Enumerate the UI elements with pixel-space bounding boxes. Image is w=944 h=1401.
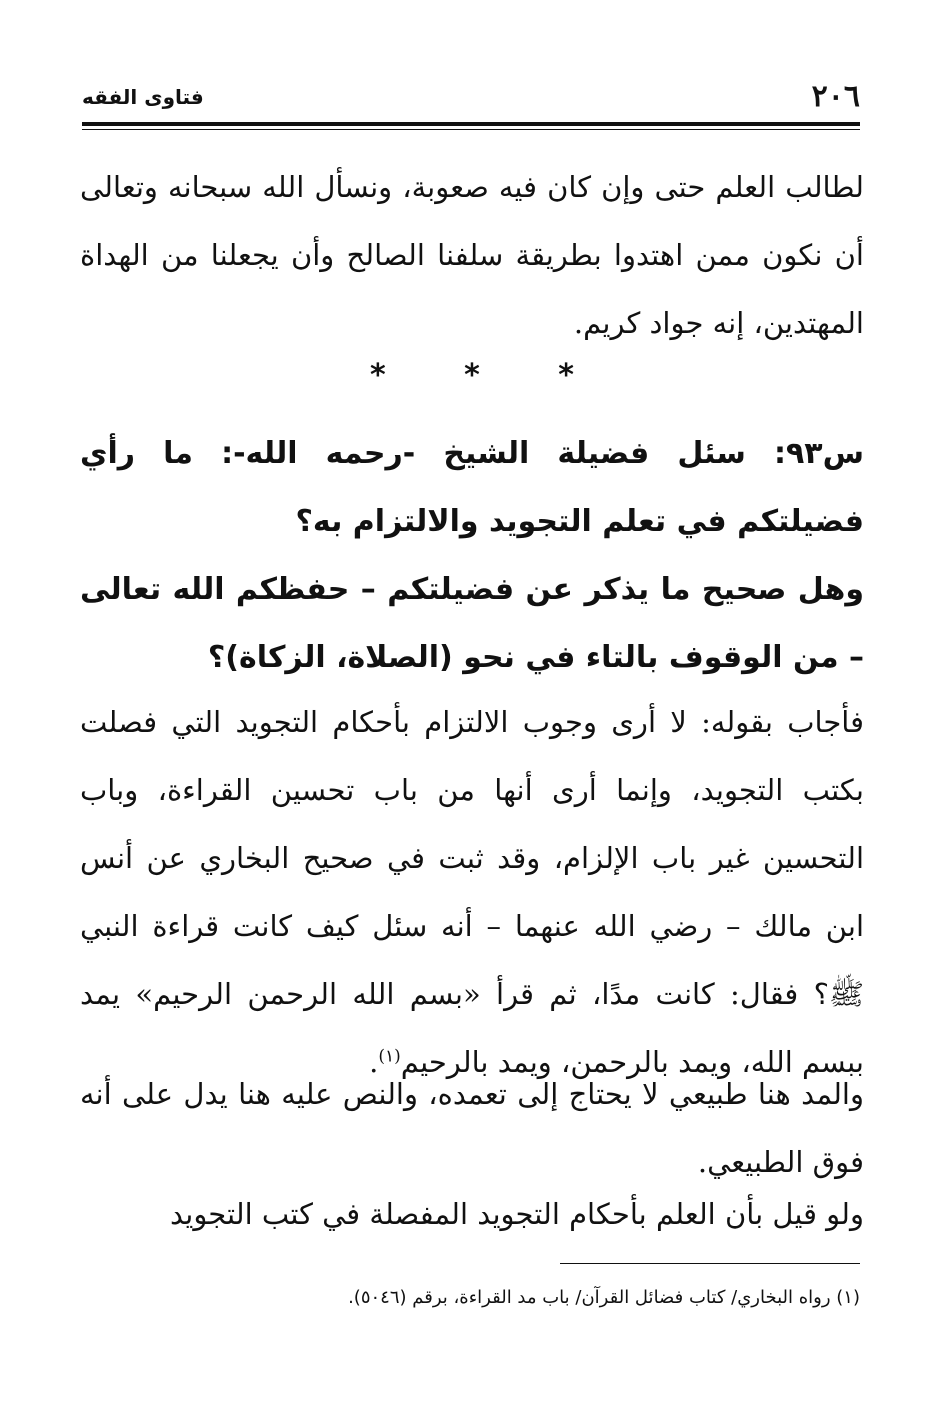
header-rule-thin bbox=[82, 129, 860, 130]
header-rule bbox=[82, 122, 860, 126]
footnote-rule bbox=[560, 1263, 860, 1264]
running-title: فتاوى الفقه bbox=[82, 85, 204, 109]
page-number: ٢٠٦ bbox=[811, 79, 860, 114]
answer-paragraph-3: ولو قيل بأن العلم بأحكام التجويد المفصلة في كتب التجويد bbox=[170, 1197, 864, 1231]
answer-text: فأجاب بقوله: لا أرى وجوب الالتزام بأحكام التجويد التي فصلت بكتب التجويد، وإنما أرى أنها من باب تحسين القراءة، وباب التحسين غير باب الإلزام، وقد ثبت في صحيح البخاري عن أنس ابن مالك – رضي الله عنهما – أنه سئل كيف كانت قراءة النبي ﷺ؟ فقال: كانت مدًا، ثم قرأ «بسم الله الرحمن الرحيم» يمد ببسم الله، ويمد بالرحمن، ويمد بالرحيم bbox=[80, 705, 864, 1079]
answer-paragraph bbox=[80, 688, 864, 1096]
question-followup-paragraph: وهل صحيح ما يذكر عن فضيلتكم – حفظكم الله تعالى – من الوقوف بالتاء في نحو (الصلاة، الزكاة)؟ bbox=[80, 572, 864, 675]
question-paragraph: س٩٣: سئل فضيلة الشيخ -رحمه الله-: ما رأي فضيلتكم في تعلم التجويد والالتزام به؟ bbox=[80, 436, 864, 539]
page-header bbox=[82, 78, 860, 120]
intro-paragraph: لطالب العلم حتى وإن كان فيه صعوبة، ونسأل الله سبحانه وتعالى أن نكون ممن اهتدوا بطريقة سلفنا الصالح وأن يجعلنا من الهداة المهتدين، إنه جواد كريم. bbox=[80, 170, 864, 340]
footnote-ref: (١) bbox=[378, 1046, 401, 1067]
separator-star: * bbox=[464, 358, 480, 393]
separator-star: * bbox=[369, 358, 386, 393]
separator-star: * bbox=[558, 358, 574, 393]
section-separator bbox=[0, 358, 944, 406]
answer-end: . bbox=[369, 1045, 379, 1079]
answer-paragraph-2: والمد هنا طبيعي لا يحتاج إلى تعمده، والنص عليه هنا يدل على أنه فوق الطبيعي. bbox=[80, 1077, 864, 1179]
footnote: (١) رواه البخاري/ كتاب فضائل القرآن/ باب مد القراءة، برقم (٥٠٤٦). bbox=[348, 1287, 860, 1308]
